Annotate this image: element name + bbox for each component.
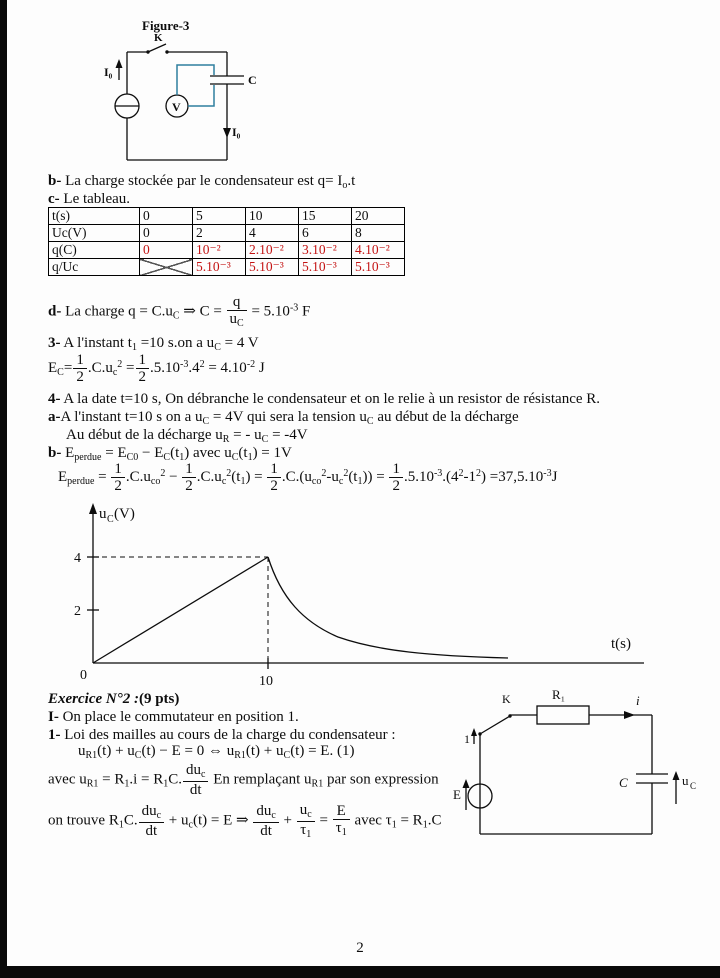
- voltmeter-wire: [188, 85, 214, 106]
- equation-avec: avec $u_{R1} = R_1.i = R_1C$. $\frac{du_c}{dt}$ En remplaçant $u_{R1}$ par son expression: [48, 762, 439, 798]
- table-cell: 0: [140, 208, 193, 225]
- table-cell: q(C): [49, 242, 140, 259]
- figure3-title: Figure-3: [142, 18, 190, 33]
- values-table: [48, 207, 405, 276]
- graph-xlabel: t(s): [611, 636, 631, 652]
- equation-ec: $E_C=$ $\frac{1}{2}$ $.C.u_c^2$ = $\frac{1}{2}$ $.5.10^{-3}.4^2 = 4.10^{-2}$ J: [48, 352, 265, 386]
- scan-edge-bottom: [0, 966, 720, 978]
- text-line-a: a-A l'instant t=10 s on a $u_C = 4V$ qui sera la tension $u_C$ au début de la décharge: [48, 409, 519, 427]
- uc-label-sub: C: [690, 781, 697, 791]
- table-cell: 0: [140, 242, 193, 259]
- discharge-curve: [268, 557, 508, 658]
- table-cell: 2.10⁻²: [246, 242, 299, 259]
- equation-trouve: on trouve $R_1C$. $\frac{du_c}{dt}$ + $u_c(t) = E$ ⇒ $\frac{du_c}{dt}$ + $\frac{u_c}{\tau_1}$ = $\frac{E}{\tau_1}$ avec $\tau_1 = R_1.C$: [48, 802, 442, 840]
- values-table-body: [49, 208, 405, 276]
- graph-origin-label: 0: [80, 668, 87, 683]
- table-cell: 4.10⁻²: [352, 242, 405, 259]
- equation-mesh: $u_{R1}(t) + u_C(t) - E = 0$ ⇔ $u_{R1}(t) + u_C(t) = E$. (1): [78, 743, 355, 761]
- table-cell: 5.10⁻³: [246, 259, 299, 276]
- text-line-au-debut: Au début de la décharge $u_R$ = - $u_C = -4V$: [66, 427, 308, 445]
- table-cell: 6: [299, 225, 352, 242]
- capacitor-c-label: C: [248, 73, 257, 87]
- e-arrow-head: [463, 779, 470, 788]
- graph-ytick2-label: 2: [74, 604, 81, 619]
- graph-ytick4-label: 4: [74, 551, 81, 566]
- table-cell: 3.10⁻²: [299, 242, 352, 259]
- position1-label: 1: [464, 732, 470, 746]
- page-number: 2: [356, 940, 364, 956]
- resistor-r1-box: [537, 706, 589, 724]
- source-e-label: E: [453, 787, 461, 802]
- capacitor-c-label: C: [619, 775, 628, 790]
- table-cell: 2: [193, 225, 246, 242]
- table-cell: q/Uc: [49, 259, 140, 276]
- i0-arrow-head: [116, 59, 123, 68]
- heading-exercice2: Exercice N°2 :(9 pts): [48, 691, 180, 707]
- equation-d: d- La charge $q = C.u_C$ ⇒ C = $\frac{q}{u_C}$ = $5.10^{-3}$ F: [48, 294, 311, 330]
- table-cell: 5: [193, 208, 246, 225]
- r1-label: R₁: [552, 687, 566, 702]
- table-cell: 5.10⁻³: [193, 259, 246, 276]
- i0-top-label: I₀: [104, 65, 113, 79]
- switch-k-label: K: [502, 692, 511, 706]
- uc-graph: [38, 498, 658, 690]
- text-line-item1: 1- Loi des mailles au cours de la charge du condensateur :: [48, 727, 396, 743]
- table-cell: 8: [352, 225, 405, 242]
- current-i-arrow-head: [624, 711, 635, 719]
- table-cell: 20: [352, 208, 405, 225]
- switch-contact: [146, 50, 149, 53]
- position1-arrow-head: [471, 728, 477, 736]
- uc-arrow-head: [673, 771, 680, 780]
- text-line-3: 3- A l'instant $t_1 =10$ s.on a $u_C = 4$ V: [48, 335, 259, 353]
- switch-lever: [480, 716, 510, 734]
- graph-xtick10-label: 10: [259, 674, 273, 689]
- scan-edge-left: [0, 0, 7, 978]
- text-line-c: c- Le tableau.: [48, 191, 131, 207]
- table-row: [49, 259, 405, 276]
- switch-lever: [148, 44, 166, 52]
- graph-ylabel-unit: (V): [114, 506, 135, 522]
- equation-eperdue: $E_{perdue}$ = $\frac{1}{2}$ $.C.u_{co}^2$ − $\frac{1}{2}$ $.C.u_c^2(t_1)$ = $\frac{1}{2}$ $.C.(u_{co}^2-u_c^2(t_1))$ = $\frac{1}{2}$ $.5.10^{-3}.(4^2-1^2) =37,5.10^{-3}J$: [58, 461, 558, 495]
- table-cell: t(s): [49, 208, 140, 225]
- table-cell: 5.10⁻³: [352, 259, 405, 276]
- text-line-roman1: I- On place le commutateur en position 1.: [48, 709, 299, 725]
- table-cell: 10: [246, 208, 299, 225]
- graph-ylabel: u: [99, 506, 107, 522]
- voltmeter-v-label: V: [172, 100, 181, 114]
- current-i-label: i: [636, 693, 640, 708]
- i0-bottom-arrow-head: [223, 128, 231, 138]
- table-row: [49, 242, 405, 259]
- table-cell: 15: [299, 208, 352, 225]
- figure3-circuit: [100, 18, 270, 170]
- text-line-b: b- La charge stockée par le condensateur est $q= I_o.t$: [48, 173, 356, 191]
- table-cell: [140, 259, 193, 276]
- exercice2-circuit: [452, 686, 697, 856]
- switch-k-label: K: [154, 32, 163, 44]
- table-row: [49, 225, 405, 242]
- graph-ylabel-sub: C: [107, 514, 114, 525]
- table-cell: 5.10⁻³: [299, 259, 352, 276]
- table-cell: Uc(V): [49, 225, 140, 242]
- uc-label: u: [682, 773, 689, 788]
- table-cell: 0: [140, 225, 193, 242]
- charge-line: [93, 557, 268, 663]
- text-line-4: 4- A la date t=10 s, On débranche le condensateur et on le relie à un resistor de résistance R.: [48, 391, 601, 407]
- text-line-b-eperdue: b- $E_{perdue} = E_{C0} - E_C(t_1)$ avec $u_C(t_1) = 1V$: [48, 445, 292, 463]
- table-cell: 4: [246, 225, 299, 242]
- table-row: [49, 208, 405, 225]
- table-cell: 10⁻²: [193, 242, 246, 259]
- i0-bottom-label: I₀: [232, 125, 241, 139]
- voltmeter-wire: [177, 65, 214, 95]
